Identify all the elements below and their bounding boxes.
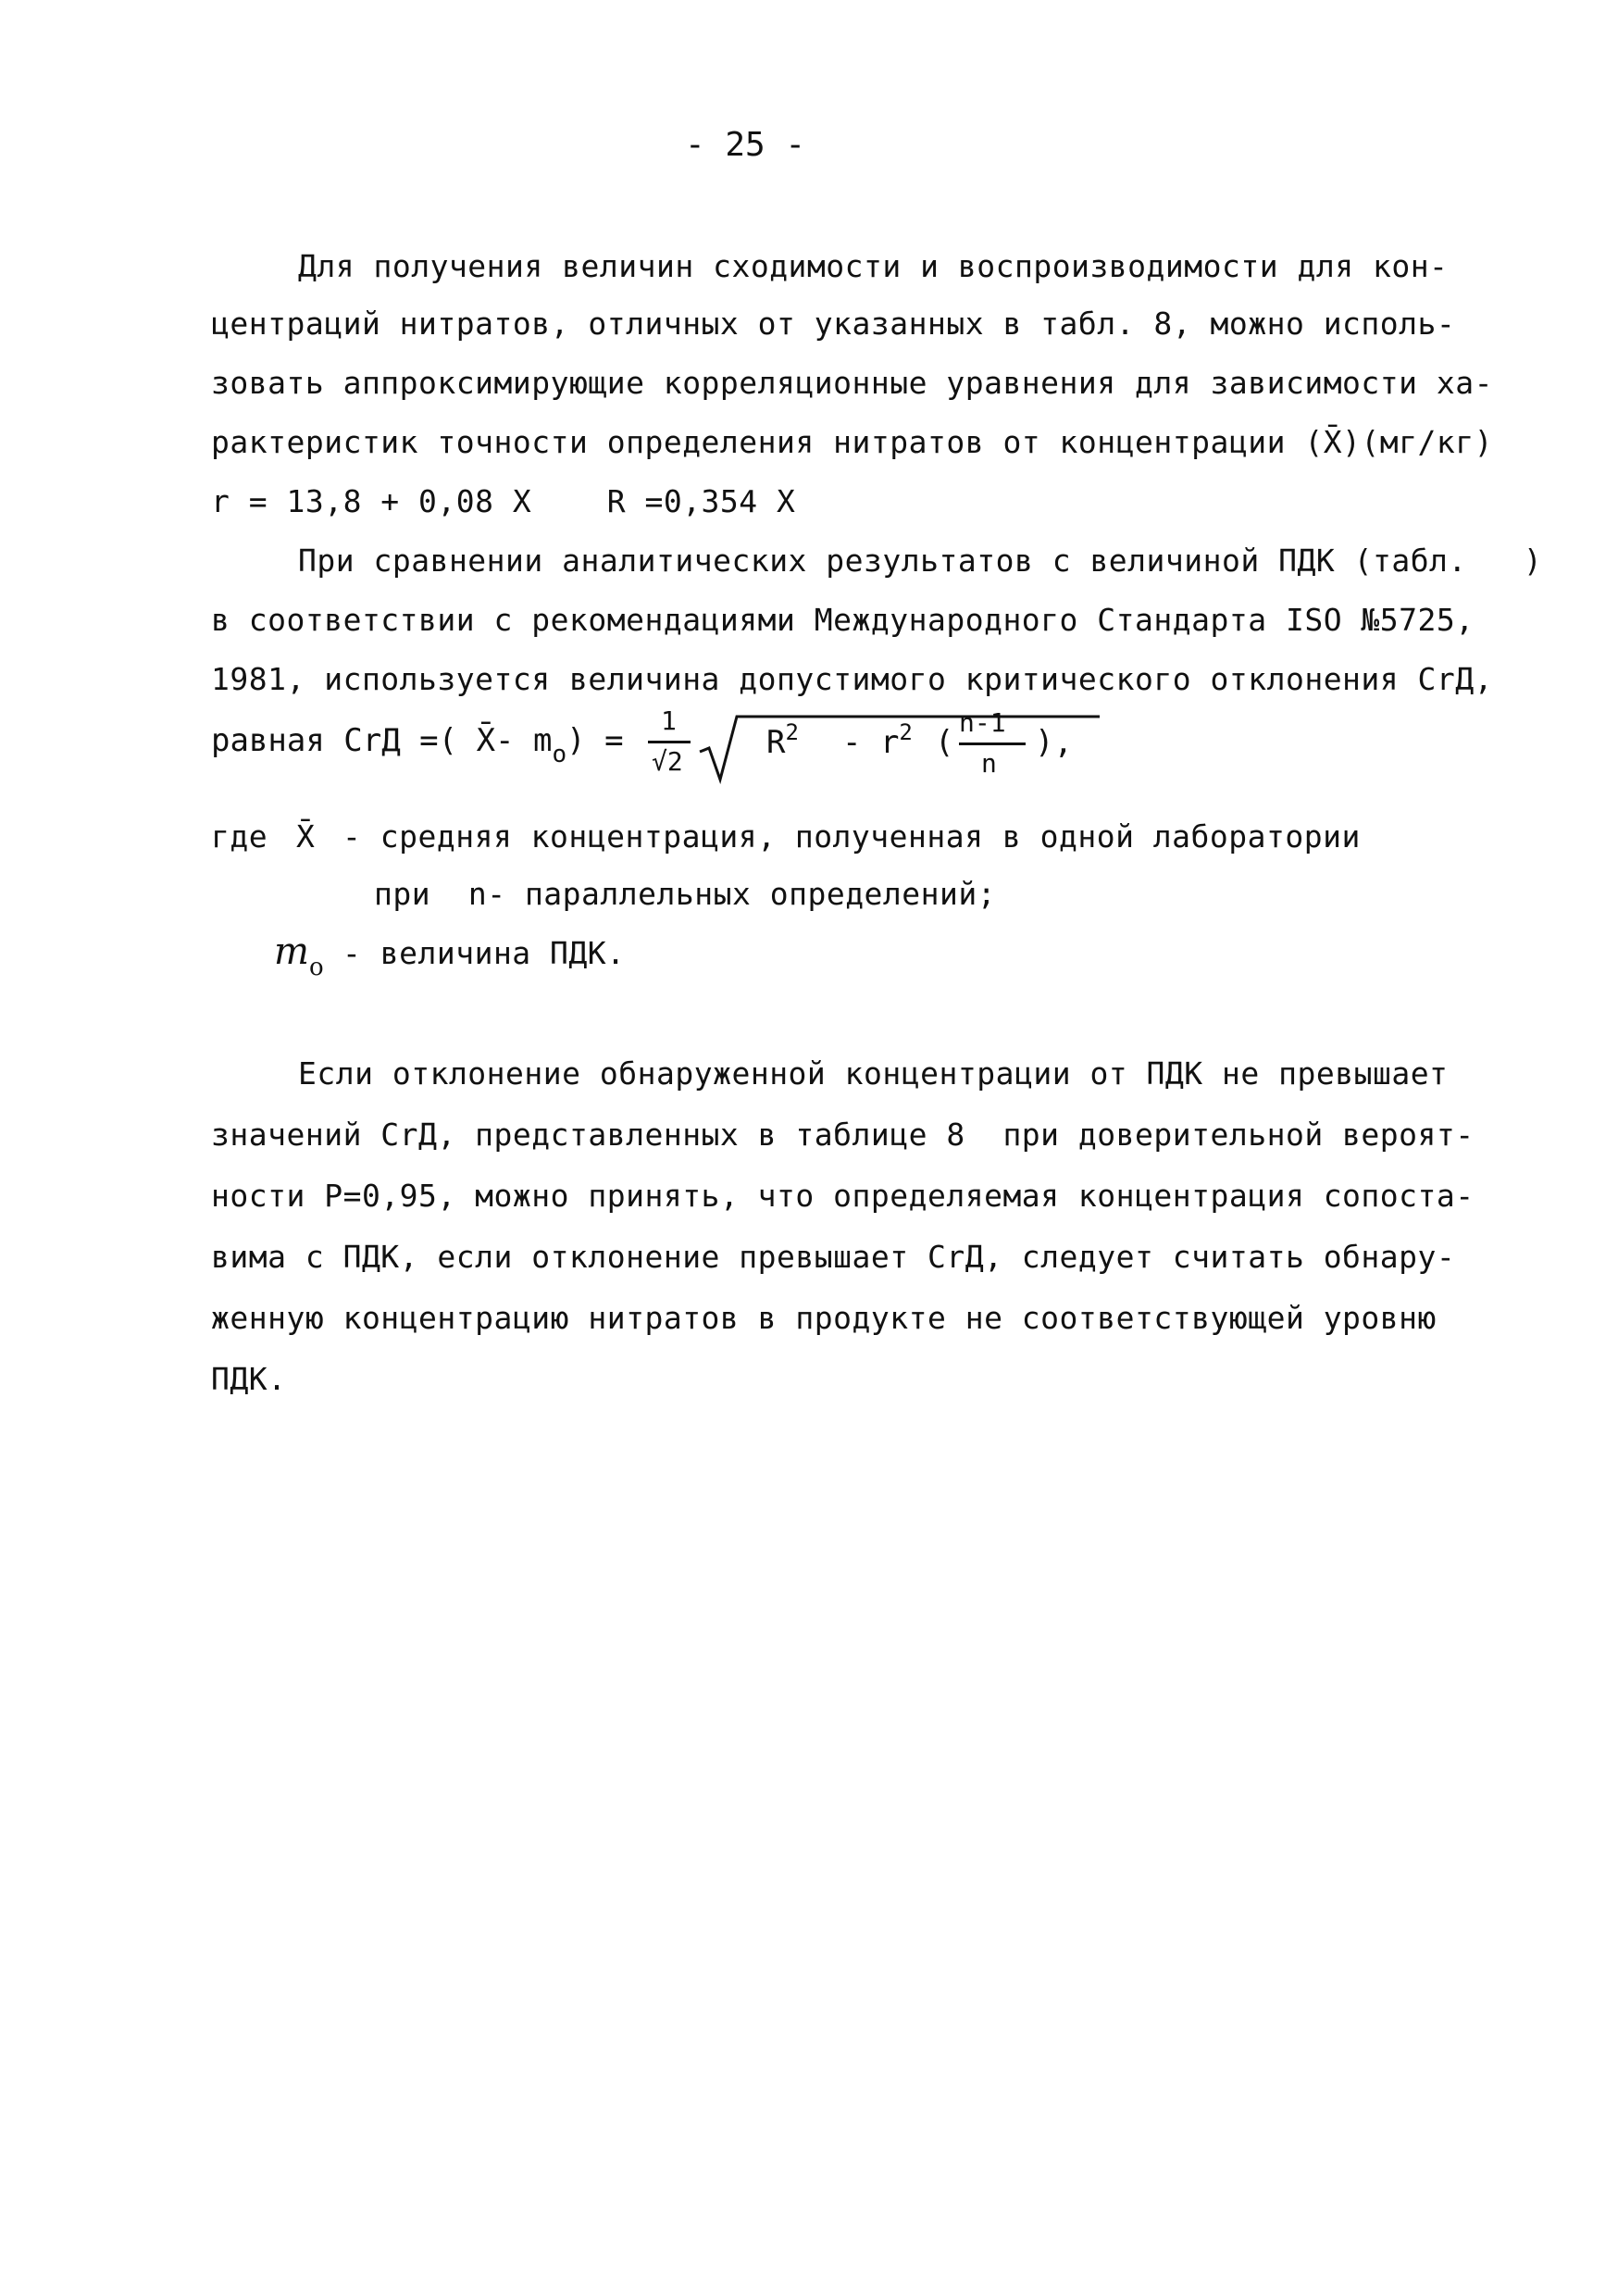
paragraph2-line-2: в соответствии с рекомендациями Международного Стандарта ISO №5725,	[211, 602, 1475, 638]
radicand-paren-close: ),	[1035, 724, 1073, 761]
paragraph3-line-1: Если отклонение обнаруженной концентрации от ПДК не превышает	[298, 1055, 1449, 1092]
x-symbol: X̄	[296, 818, 316, 855]
paragraph3-line-6: ПДК.	[211, 1361, 287, 1397]
x-definition-continued: при n- параллельных определений;	[374, 876, 997, 912]
formula-prefix-text: равная CrД =( X̄- m	[211, 722, 553, 759]
paragraph1-line-4: рактеристик точности определения нитратов от концентрации (X̄)(мг/кг)	[211, 424, 1494, 460]
radicand-paren-open: (	[935, 724, 954, 761]
frac2-bar	[959, 742, 1026, 745]
formula-prefix	[211, 722, 624, 768]
page-number: - 25 -	[685, 126, 806, 164]
m-symbol-subscript: o	[308, 954, 324, 981]
frac1-denominator: √2	[652, 746, 683, 777]
paragraph1-line-2: центраций нитратов, отличных от указанных в табл. 8, можно исполь-	[211, 306, 1456, 342]
m-symbol	[274, 930, 324, 981]
radicand-minus-r: - r	[842, 724, 900, 761]
formula-subscript: o	[552, 741, 567, 768]
x-definition: - средняя концентрация, полученная в одной лаборатории	[342, 818, 1361, 855]
paragraph1-line-1: Для получения величин сходимости и воспроизводимости для кон-	[298, 248, 1449, 284]
radicand-r	[842, 719, 913, 764]
paragraph2-line-3: 1981, используется величина допустимого критического отклонения CrД,	[211, 661, 1494, 697]
frac1-numerator: 1	[661, 705, 677, 736]
radicand-r-exponent: 2	[899, 719, 913, 745]
paragraph3-line-3: ности P=0,95, можно принять, что определяемая концентрация сопоста-	[211, 1178, 1475, 1214]
radicand-R-letter: R	[766, 724, 786, 761]
m-definition: - величина ПДК.	[342, 935, 626, 971]
paragraph2-line-1: При сравнении аналитических результатов с величиной ПДК (табл. )	[298, 543, 1543, 579]
formula-mid-text: ) =	[566, 722, 624, 759]
paragraph1-line-3: зовать аппроксимирующие корреляционные уравнения для зависимости ха-	[211, 365, 1494, 401]
frac2-denominator: n	[981, 748, 997, 779]
frac2-numerator: n-1	[959, 707, 1006, 738]
m-symbol-letter: m	[274, 930, 309, 973]
radicand-R	[766, 719, 799, 764]
paragraph3-line-4: вима с ПДК, если отклонение превышает CrД, следует считать обнару-	[211, 1239, 1456, 1275]
paragraph1-equation: r = 13,8 + 0,08 X R =0,354 X	[211, 483, 796, 519]
where-label: где	[211, 818, 268, 855]
frac1-bar	[648, 741, 691, 743]
paragraph3-line-5: женную концентрацию нитратов в продукте не соответствующей уровню	[211, 1300, 1437, 1336]
radicand-R-exponent: 2	[785, 719, 799, 745]
paragraph3-line-2: значений CrД, представленных в таблице 8 при доверительной вероят-	[211, 1117, 1475, 1153]
